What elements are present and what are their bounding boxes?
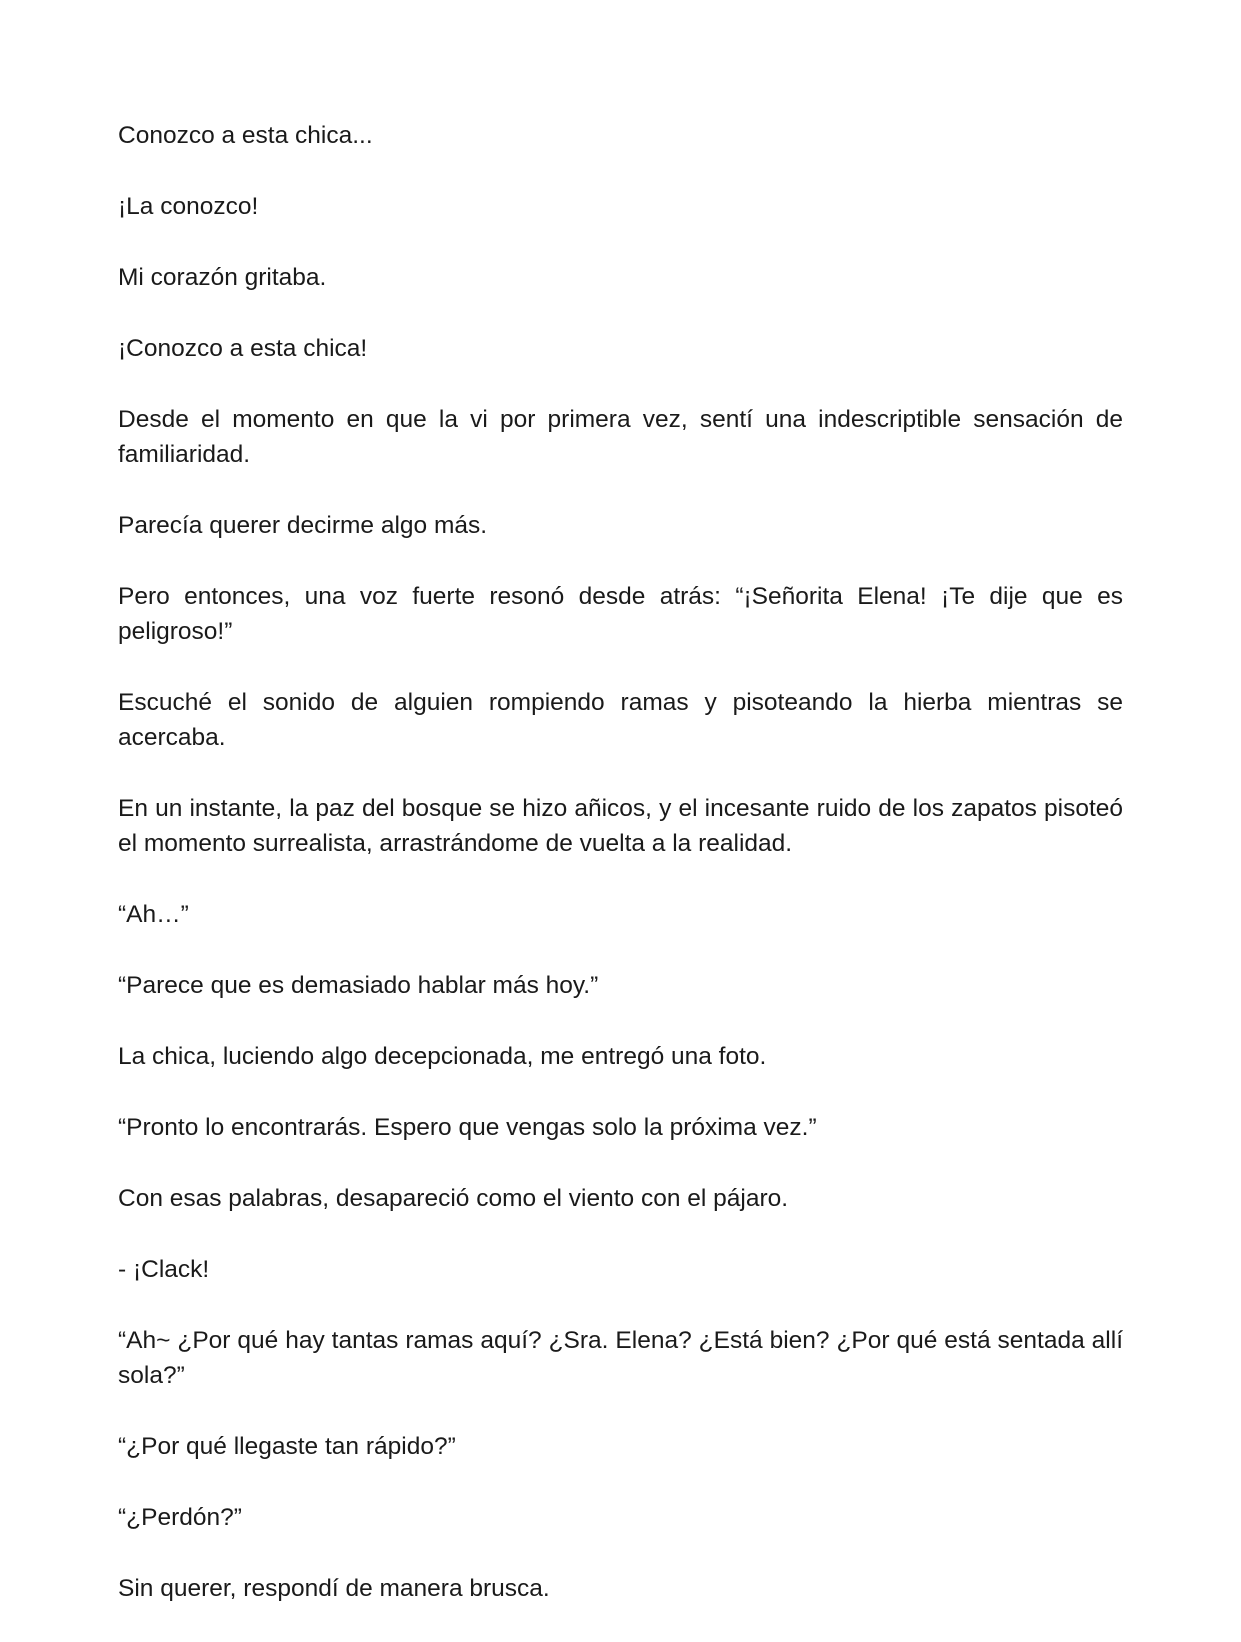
paragraph: Parecía querer decirme algo más. [118,512,488,539]
paragraph: “¿Perdón?” [118,1504,242,1531]
paragraph: ¡La conozco! [118,193,259,220]
paragraph: En un instante, la paz del bosque se hizo añicos, y el incesante ruido de los zapatos pisoteó el momento surrealista, arrastrándome de vuelta a la realidad. [118,795,1123,857]
paragraph: Sin querer, respondí de manera brusca. [118,1575,550,1602]
paragraph: Desde el momento en que la vi por primera vez, sentí una indescriptible sensación de familiaridad. [118,406,1123,468]
paragraph: La chica, luciendo algo decepcionada, me entregó una foto. [118,1043,767,1070]
paragraph: “Ah~ ¿Por qué hay tantas ramas aquí? ¿Sra. Elena? ¿Está bien? ¿Por qué está sentada allí sola?” [118,1327,1123,1389]
paragraph: “¿Por qué llegaste tan rápido?” [118,1433,456,1460]
paragraph: “Pronto lo encontrarás. Espero que vengas solo la próxima vez.” [118,1114,817,1141]
document-body [118,118,1123,1642]
paragraph: Mi corazón gritaba. [118,264,327,291]
paragraph: “Parece que es demasiado hablar más hoy.” [118,972,599,999]
paragraph: Con esas palabras, desapareció como el viento con el pájaro. [118,1185,789,1212]
paragraph: Pero entonces, una voz fuerte resonó desde atrás: “¡Señorita Elena! ¡Te dije que es peligroso!” [118,583,1123,645]
paragraph: ¡Conozco a esta chica! [118,335,368,362]
paragraph: Conozco a esta chica... [118,122,373,149]
paragraph: - ¡Clack! [118,1256,210,1283]
paragraph: “Ah…” [118,901,189,928]
paragraph: Escuché el sonido de alguien rompiendo ramas y pisoteando la hierba mientras se acercaba. [118,689,1123,751]
